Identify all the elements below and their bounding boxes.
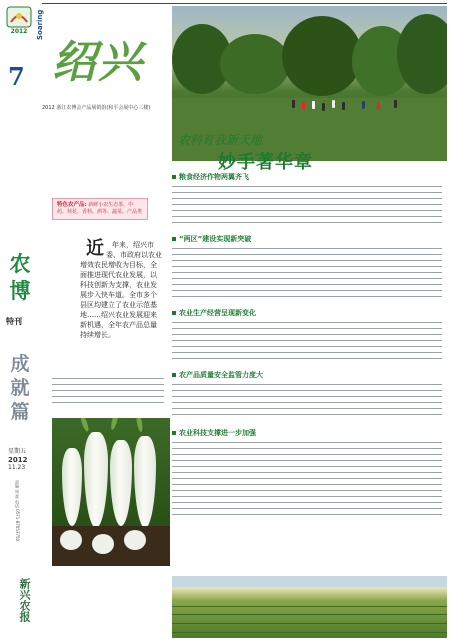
body-text-block xyxy=(172,322,442,364)
section-heading: 农业生产经营呈现新变化 xyxy=(172,308,256,318)
section-heading: “两区”建设实现新突破 xyxy=(172,234,251,244)
expo-year: 2012 xyxy=(10,28,28,35)
left-column xyxy=(0,0,40,640)
body-text-block xyxy=(52,378,164,408)
lead-paragraph xyxy=(80,240,162,340)
section-word: Soaring xyxy=(36,9,44,40)
field-photo xyxy=(172,576,447,638)
dropcap: 近 xyxy=(86,238,104,259)
pullquote-label: 特色农产品: xyxy=(57,202,87,208)
section-heading: 农产品质量安全监管力度大 xyxy=(172,370,263,380)
pullquote-text: 新鲜小农生态茶、中药、荷花、香料、酒等、蔬菜、产品类 xyxy=(57,202,143,215)
body-text-block xyxy=(172,384,442,420)
section-heading: 粮食经济作物两翼齐飞 xyxy=(172,172,249,182)
issue-date xyxy=(8,448,38,472)
side-banner: 成就篇 xyxy=(10,353,30,423)
expo-badge xyxy=(6,6,32,36)
issue-year: 2012 xyxy=(8,456,28,464)
side-title: 农博 xyxy=(9,251,31,303)
body-text-block xyxy=(172,248,442,302)
headline-main: 妙手著华章 xyxy=(218,152,313,173)
editor-contact: 责编 周 蕾 电话 0571-87053750 xyxy=(15,480,20,542)
section-heading: 农业科技支撑进一步加强 xyxy=(172,428,256,438)
lead-text: 年来，绍兴市委、市政府以农业增效农民增收为目标，全面推进现代农业发展，以科技创新为支撑，农业发展步入快车道。全市多个县区均建立了农业示范基地……绍兴农业发展迎来新机遇，全年农产品总量持续增长。 xyxy=(80,241,162,339)
header-rule xyxy=(42,3,447,4)
headline-sub: 农科育我新天地 xyxy=(178,133,263,147)
body-text-block xyxy=(172,442,442,520)
issue-weekday: 星期五 xyxy=(8,448,27,455)
section-title: 绍兴 xyxy=(52,37,144,88)
issue-day: 11.23 xyxy=(8,464,26,471)
radish-photo xyxy=(52,418,170,566)
body-text-block xyxy=(172,186,442,228)
pullquote-box xyxy=(52,198,148,220)
top-photo-caption: 2012 浙江农博会产品展销馆(和平会展中心三楼) xyxy=(42,105,151,111)
side-special-label: 特刊 xyxy=(6,317,22,326)
paper-logo: 新兴农报 xyxy=(18,578,31,622)
page-number: 7 xyxy=(8,62,25,91)
